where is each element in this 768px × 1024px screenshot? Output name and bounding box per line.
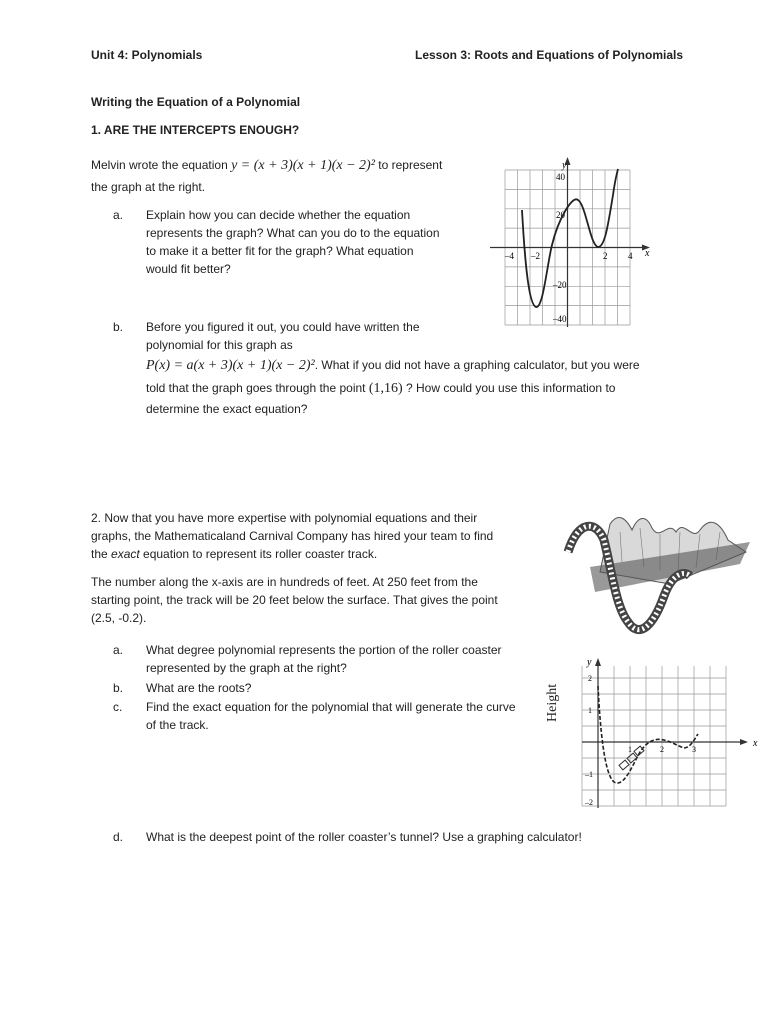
text-line: What are the roots? (146, 681, 252, 695)
item-text (146, 206, 453, 278)
x-tick-label: –4 (505, 251, 514, 261)
x-tick-label: 2 (603, 251, 608, 261)
coaster-curve (598, 686, 698, 783)
text-line (146, 377, 683, 400)
y-tick-label: 2 (588, 674, 592, 683)
roller-coaster-illustration (560, 512, 760, 647)
text-line: represented by the graph at the right? (146, 661, 347, 675)
x-tick-label: 1 (628, 745, 632, 754)
question-1-heading: 1. ARE THE INTERCEPTS ENOUGH? (91, 123, 300, 137)
x-axis-label: x (753, 738, 758, 749)
text-span: ? How could you use this information to (402, 381, 616, 395)
y-axis-label: y (562, 160, 567, 171)
text-span: . What if you did not have a graphing calculator, but you were (314, 358, 640, 372)
polynomial-form-equation: P(x) = a(x + 3)(x + 1)(x − 2)² (146, 358, 315, 373)
text-line: starting point, the track will be 20 feet below the surface. That gives the point (91, 593, 498, 607)
text-line (91, 545, 531, 563)
question-2-intro (91, 509, 531, 563)
text-line: What degree polynomial represents the portion of the roller coaster (146, 643, 502, 657)
question-1a (113, 206, 453, 286)
text-line: The number along the x-axis are in hundreds of feet. At 250 feet from the (91, 575, 478, 589)
y-tick-label: 40 (556, 172, 565, 182)
y-axis-label: y (587, 657, 592, 668)
melvin-equation: y = (x + 3)(x + 1)(x − 2)² (231, 158, 375, 173)
x-axis-arrow-icon (740, 739, 748, 745)
item-label: b. (113, 681, 124, 695)
y-tick-label: –20 (553, 280, 567, 290)
text-line: polynomial for this graph as (146, 338, 293, 352)
y-tick-label: –2 (585, 798, 593, 807)
item-label: c. (113, 700, 123, 714)
text-line: Before you figured it out, you could have written the (146, 320, 420, 334)
lesson-title: Lesson 3: Roots and Equations of Polynomials (415, 48, 684, 62)
question-1-intro-line2: the graph at the right. (91, 180, 206, 194)
emphasis-text: exact (111, 547, 140, 561)
text-line: to make it a better fit for the graph? What equation (146, 244, 414, 258)
question-2-context (91, 573, 541, 627)
height-label (545, 684, 561, 722)
item-text (146, 698, 543, 734)
item-text: What is the deepest point of the roller coaster’s tunnel? Use a graphing calculator! (146, 830, 582, 844)
text-line: would fit better? (146, 262, 231, 276)
text-line: of the track. (146, 718, 209, 732)
roller-coaster-graph (568, 656, 764, 811)
section-title: Writing the Equation of a Polynomial (91, 95, 301, 109)
y-tick-label: –1 (585, 770, 593, 779)
text-line: (2.5, -0.2). (91, 611, 147, 625)
given-point: (1,16) (368, 381, 403, 396)
x-tick-label: 3 (692, 745, 696, 754)
intro-text: Melvin wrote the equation (91, 158, 232, 172)
question-1-intro (91, 156, 491, 175)
text-line: 2. Now that you have more expertise with polynomial equations and their (91, 511, 478, 525)
x-tick-label: –2 (531, 251, 540, 261)
text-line: Find the exact equation for the polynomial that will generate the curve (146, 700, 516, 714)
y-tick-label: 1 (588, 706, 592, 715)
item-label: d. (113, 830, 124, 844)
text-line: graphs, the Mathematicaland Carnival Company has hired your team to find (91, 529, 494, 543)
x-tick-label: 4 (628, 251, 633, 261)
y-tick-label: –40 (553, 314, 567, 324)
x-axis-label: x (645, 248, 650, 259)
item-label: a. (113, 643, 124, 657)
text-span: equation to represent its roller coaster track. (139, 547, 378, 561)
item-label: b. (113, 320, 124, 334)
text-line: represents the graph? What can you do to the equation (146, 226, 440, 240)
item-text (146, 641, 543, 677)
y-tick-label: 20 (556, 210, 565, 220)
unit-title: Unit 4: Polynomials (91, 48, 203, 62)
text-line (146, 354, 683, 377)
polynomial-graph (486, 155, 661, 330)
height-label-text: Height (545, 683, 560, 722)
text-line: determine the exact equation? (146, 402, 308, 416)
y-axis-arrow-icon (595, 658, 601, 666)
item-text (146, 318, 683, 418)
intro-text-2: to represent (374, 158, 443, 172)
text-line: Explain how you can decide whether the equation (146, 208, 411, 222)
item-text (146, 679, 543, 697)
text-span: told that the graph goes through the point (146, 381, 369, 395)
text-span: the (91, 547, 112, 561)
x-tick-label: 2 (660, 745, 664, 754)
item-label: a. (113, 208, 124, 222)
